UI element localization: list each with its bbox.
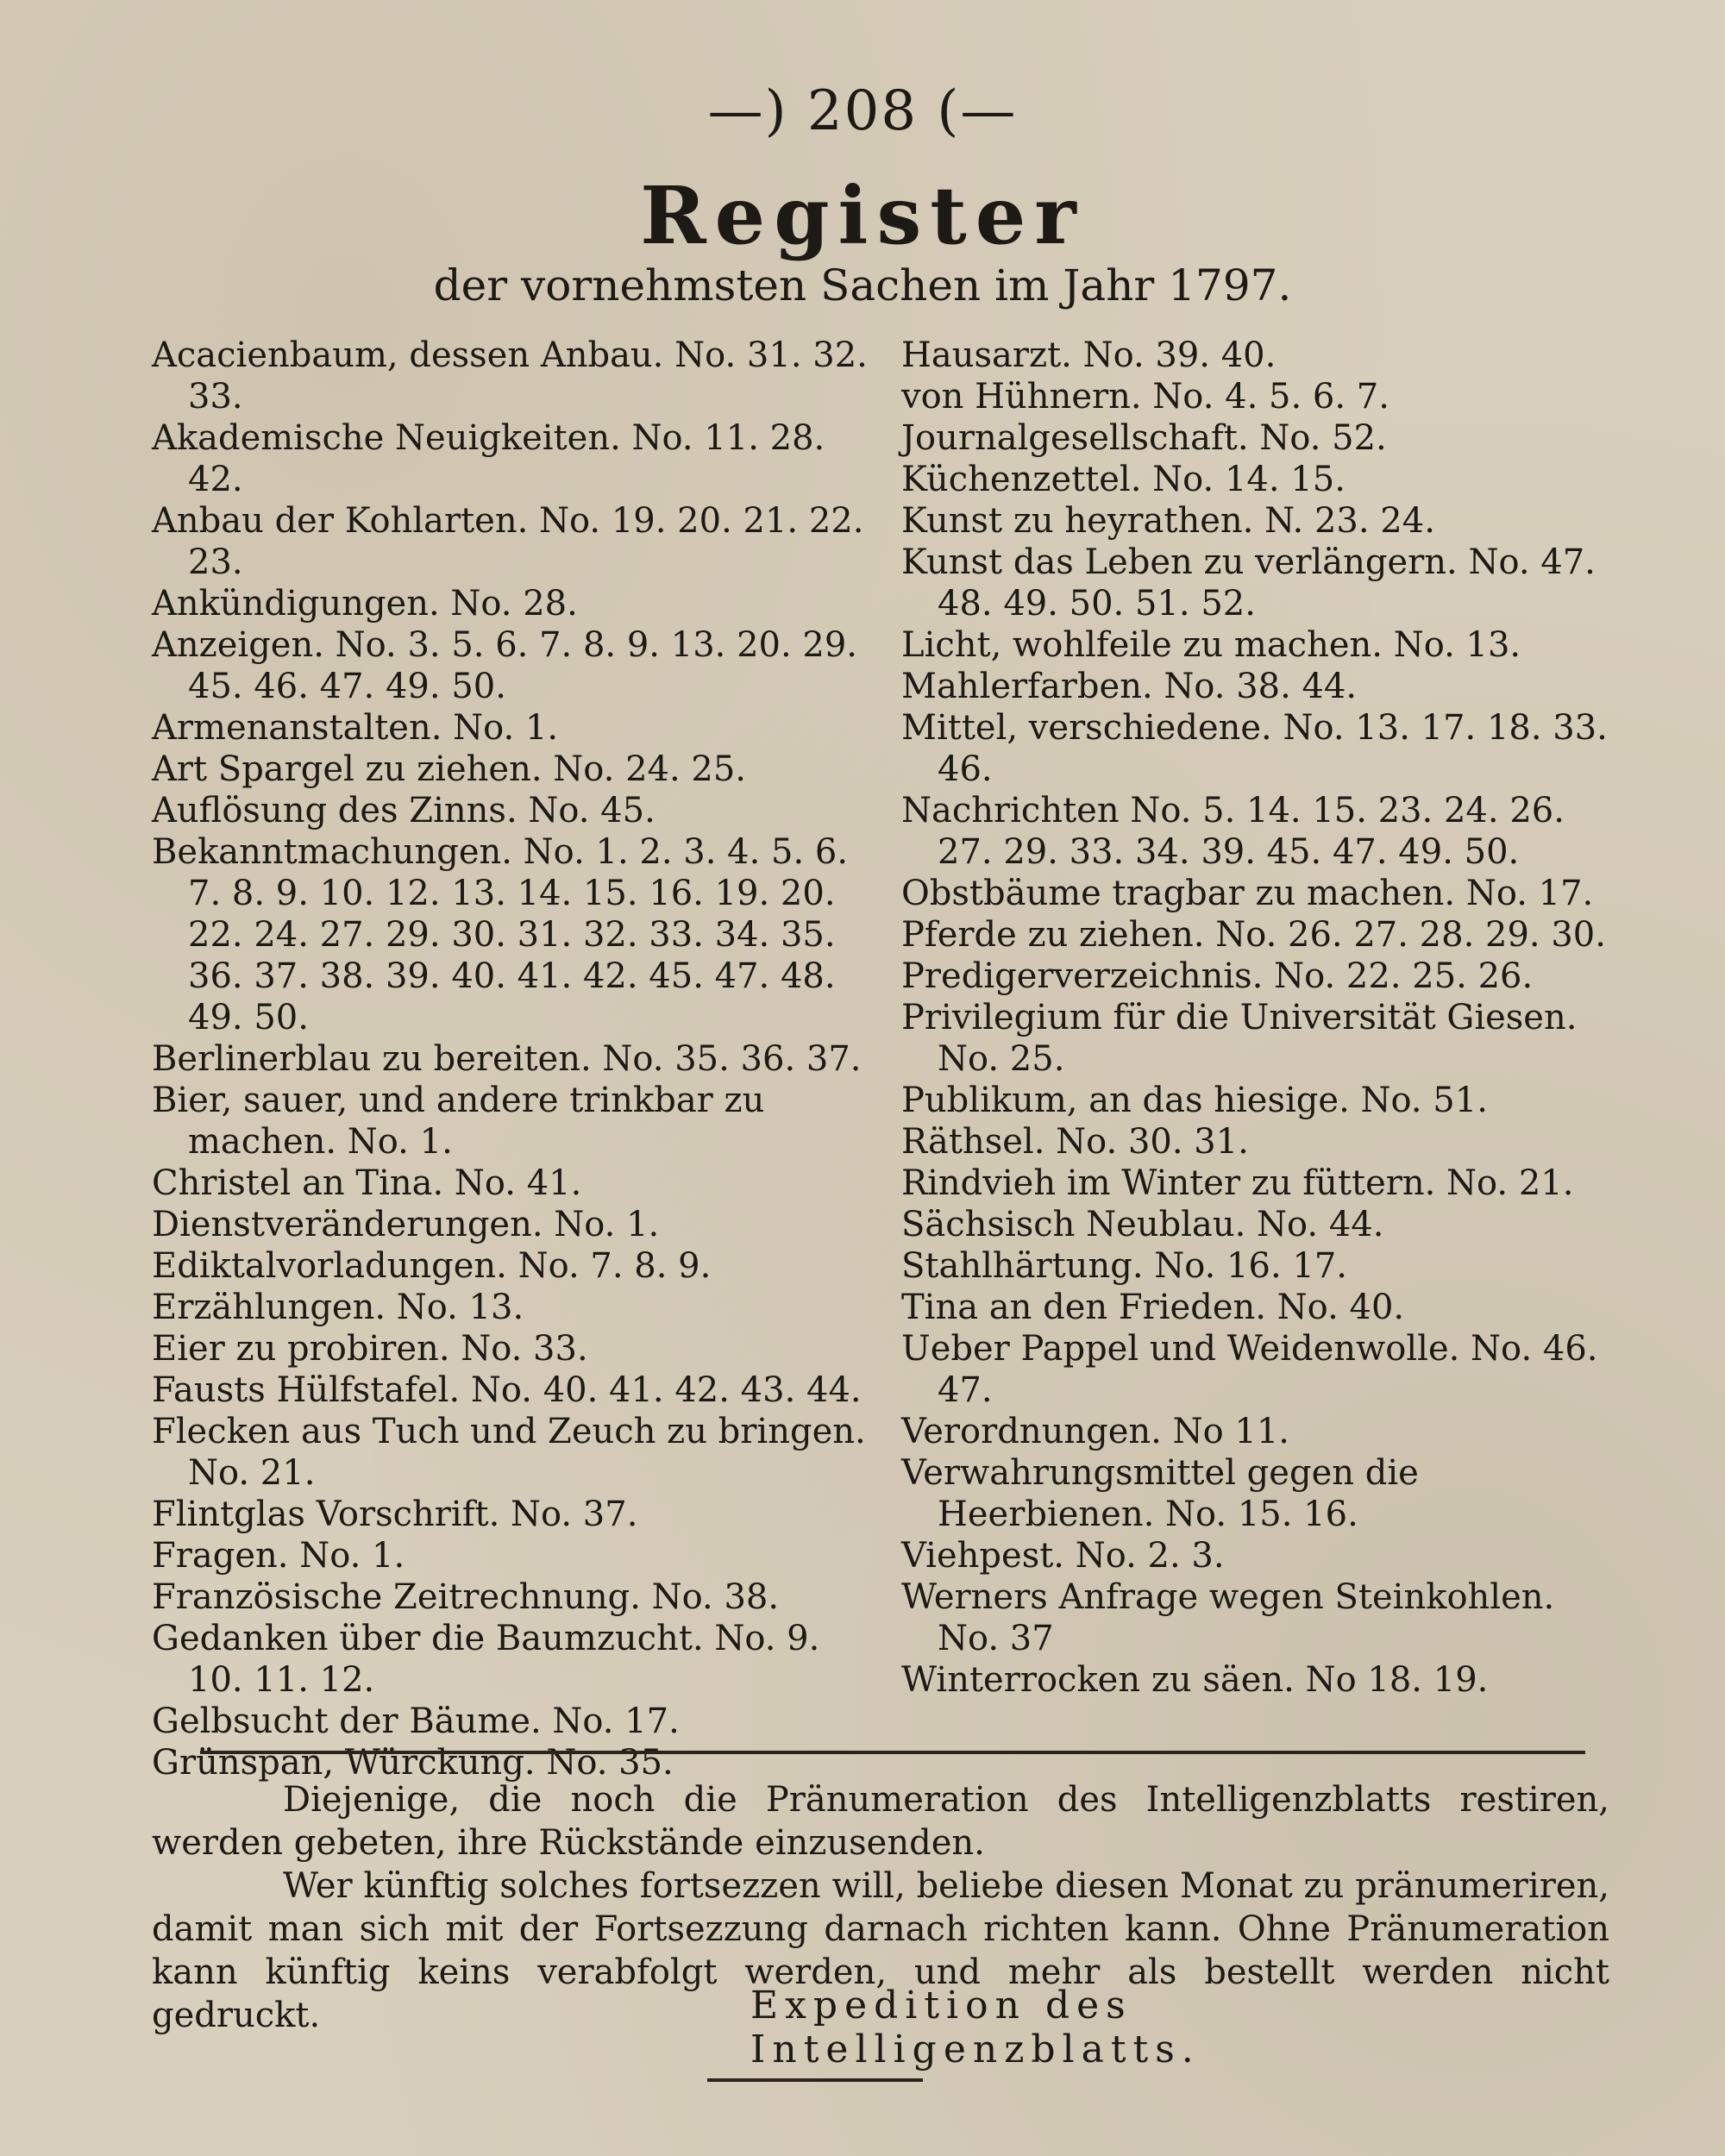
page-number-header: —) 208 (— bbox=[707, 79, 1018, 143]
closing-divider bbox=[707, 2078, 923, 2082]
notice-paragraph: Diejenige, die noch die Pränumeration des Intelligenzblatts restiren, werden gebeten, ihre Rückstände einzusenden. bbox=[152, 1780, 1609, 1863]
index-entry: Sächsisch Neublau. No. 44. bbox=[901, 1205, 1384, 1244]
notice-signature: Expedition des Intelligenzblatts. bbox=[750, 1984, 1201, 2071]
index-entry: Französische Zeitrechnung. No. 38. bbox=[152, 1577, 780, 1617]
index-entry: Privilegium für die Universität Giesen. No. 25. bbox=[901, 998, 1578, 1079]
index-entry: Bekanntmachungen. No. 1. 2. 3. 4. 5. 6. 7. 8. 9. 10. 12. 13. 14. 15. 16. 19. 20. 22. 24. 27. 29. 30. 31. 32. 33. 34. 35. 36. 37. 38. 39. 40. 41. 42. 45. 47. 48. 49. 50. bbox=[152, 832, 849, 1037]
index-entry: Küchenzettel. No. 14. 15. bbox=[901, 460, 1346, 499]
index-entry: Obstbäume tragbar zu machen. No. 17. bbox=[901, 874, 1594, 913]
index-entry: Bier, sauer, und andere trinkbar zu machen. No. 1. bbox=[152, 1081, 765, 1162]
index-entry: Nachrichten No. 5. 14. 15. 23. 24. 26. 27. 29. 33. 34. 39. 45. 47. 49. 50. bbox=[901, 791, 1565, 872]
index-entry: Dienstveränderungen. No. 1. bbox=[152, 1205, 660, 1244]
index-entry: Auflösung des Zinns. No. 45. bbox=[152, 791, 656, 830]
page-subtitle: der vornehmsten Sachen im Jahr 1797. bbox=[433, 260, 1292, 310]
notice-paragraph: Wer künftig solches fortsezzen will, beliebe diesen Monat zu pränumeriren, damit man sich mit der Fortsezzung darnach richten kann. Ohne Pränumeration kann künftig keins verabfolgt werden, und mehr als bestellt werden nicht gedruckt. bbox=[152, 1866, 1609, 2035]
index-entry: Räthsel. No. 30. 31. bbox=[901, 1122, 1249, 1162]
index-column-right bbox=[901, 335, 1626, 1701]
index-entry: Gedanken über die Baumzucht. No. 9. 10. 11. 12. bbox=[152, 1619, 820, 1700]
index-entry: Eier zu probiren. No. 33. bbox=[152, 1329, 588, 1369]
index-entry: Tina an den Frieden. No. 40. bbox=[901, 1288, 1405, 1327]
index-entry: Kunst das Leben zu verlängern. No. 47. 48. 49. 50. 51. 52. bbox=[901, 542, 1596, 624]
index-entry: Fausts Hülfstafel. No. 40. 41. 42. 43. 44. bbox=[152, 1370, 862, 1410]
index-entry: Licht, wohlfeile zu machen. No. 13. bbox=[901, 625, 1521, 665]
index-entry: Verordnungen. No 11. bbox=[901, 1412, 1289, 1451]
index-entry: Ediktalvorladungen. No. 7. 8. 9. bbox=[152, 1246, 712, 1286]
index-entry: Hausarzt. No. 39. 40. bbox=[901, 335, 1276, 375]
index-entry: Erzählungen. No. 13. bbox=[152, 1288, 524, 1327]
index-entry: Viehpest. No. 2. 3. bbox=[901, 1536, 1225, 1576]
index-entry: Stahlhärtung. No. 16. 17. bbox=[901, 1246, 1347, 1286]
index-entry: Flintglas Vorschrift. No. 37. bbox=[152, 1495, 638, 1534]
section-divider bbox=[200, 1751, 1585, 1754]
index-column-left bbox=[152, 335, 868, 1783]
index-entry: Pferde zu ziehen. No. 26. 27. 28. 29. 30. bbox=[901, 915, 1606, 955]
page-title: Register bbox=[640, 169, 1085, 262]
index-entry: Christel an Tina. No. 41. bbox=[152, 1163, 582, 1203]
index-entry: Armenanstalten. No. 1. bbox=[152, 708, 559, 748]
index-entry: Fragen. No. 1. bbox=[152, 1536, 405, 1576]
index-entry: Predigerverzeichnis. No. 22. 25. 26. bbox=[901, 956, 1534, 996]
index-entry: Mahlerfarben. No. 38. 44. bbox=[901, 667, 1358, 706]
index-entry: Journalgesellschaft. No. 52. bbox=[901, 418, 1387, 458]
index-entry: Gelbsucht der Bäume. No. 17. bbox=[152, 1702, 680, 1741]
index-entry: Grünspan, Würckung. No. 35. bbox=[152, 1743, 674, 1783]
index-entry: Berlinerblau zu bereiten. No. 35. 36. 37. bbox=[152, 1039, 862, 1079]
index-entry: Kunst zu heyrathen. N. 23. 24. bbox=[901, 501, 1435, 541]
index-entry: Winterrocken zu säen. No 18. 19. bbox=[901, 1660, 1489, 1700]
index-entry: Flecken aus Tuch und Zeuch zu bringen. No. 21. bbox=[152, 1412, 866, 1493]
index-entry: von Hühnern. No. 4. 5. 6. 7. bbox=[901, 377, 1389, 417]
index-entry: Verwahrungsmittel gegen die Heerbienen. No. 15. 16. bbox=[901, 1453, 1419, 1534]
index-entry: Akademische Neuigkeiten. No. 11. 28. 42. bbox=[152, 418, 825, 499]
index-entry: Ankündigungen. No. 28. bbox=[152, 584, 578, 624]
index-entry: Anbau der Kohlarten. No. 19. 20. 21. 22. 23. bbox=[152, 501, 864, 582]
index-entry: Publikum, an das hiesige. No. 51. bbox=[901, 1081, 1488, 1120]
index-entry: Rindvieh im Winter zu füttern. No. 21. bbox=[901, 1163, 1574, 1203]
index-entry: Werners Anfrage wegen Steinkohlen. No. 37 bbox=[901, 1577, 1555, 1658]
index-entry: Anzeigen. No. 3. 5. 6. 7. 8. 9. 13. 20. 29. 45. 46. 47. 49. 50. bbox=[152, 625, 858, 706]
index-entry: Acacienbaum, dessen Anbau. No. 31. 32. 33. bbox=[152, 335, 868, 417]
index-entry: Art Spargel zu ziehen. No. 24. 25. bbox=[152, 749, 747, 789]
index-entry: Mittel, verschiedene. No. 13. 17. 18. 33. 46. bbox=[901, 708, 1608, 789]
index-entry: Ueber Pappel und Weidenwolle. No. 46. 47. bbox=[901, 1329, 1598, 1410]
